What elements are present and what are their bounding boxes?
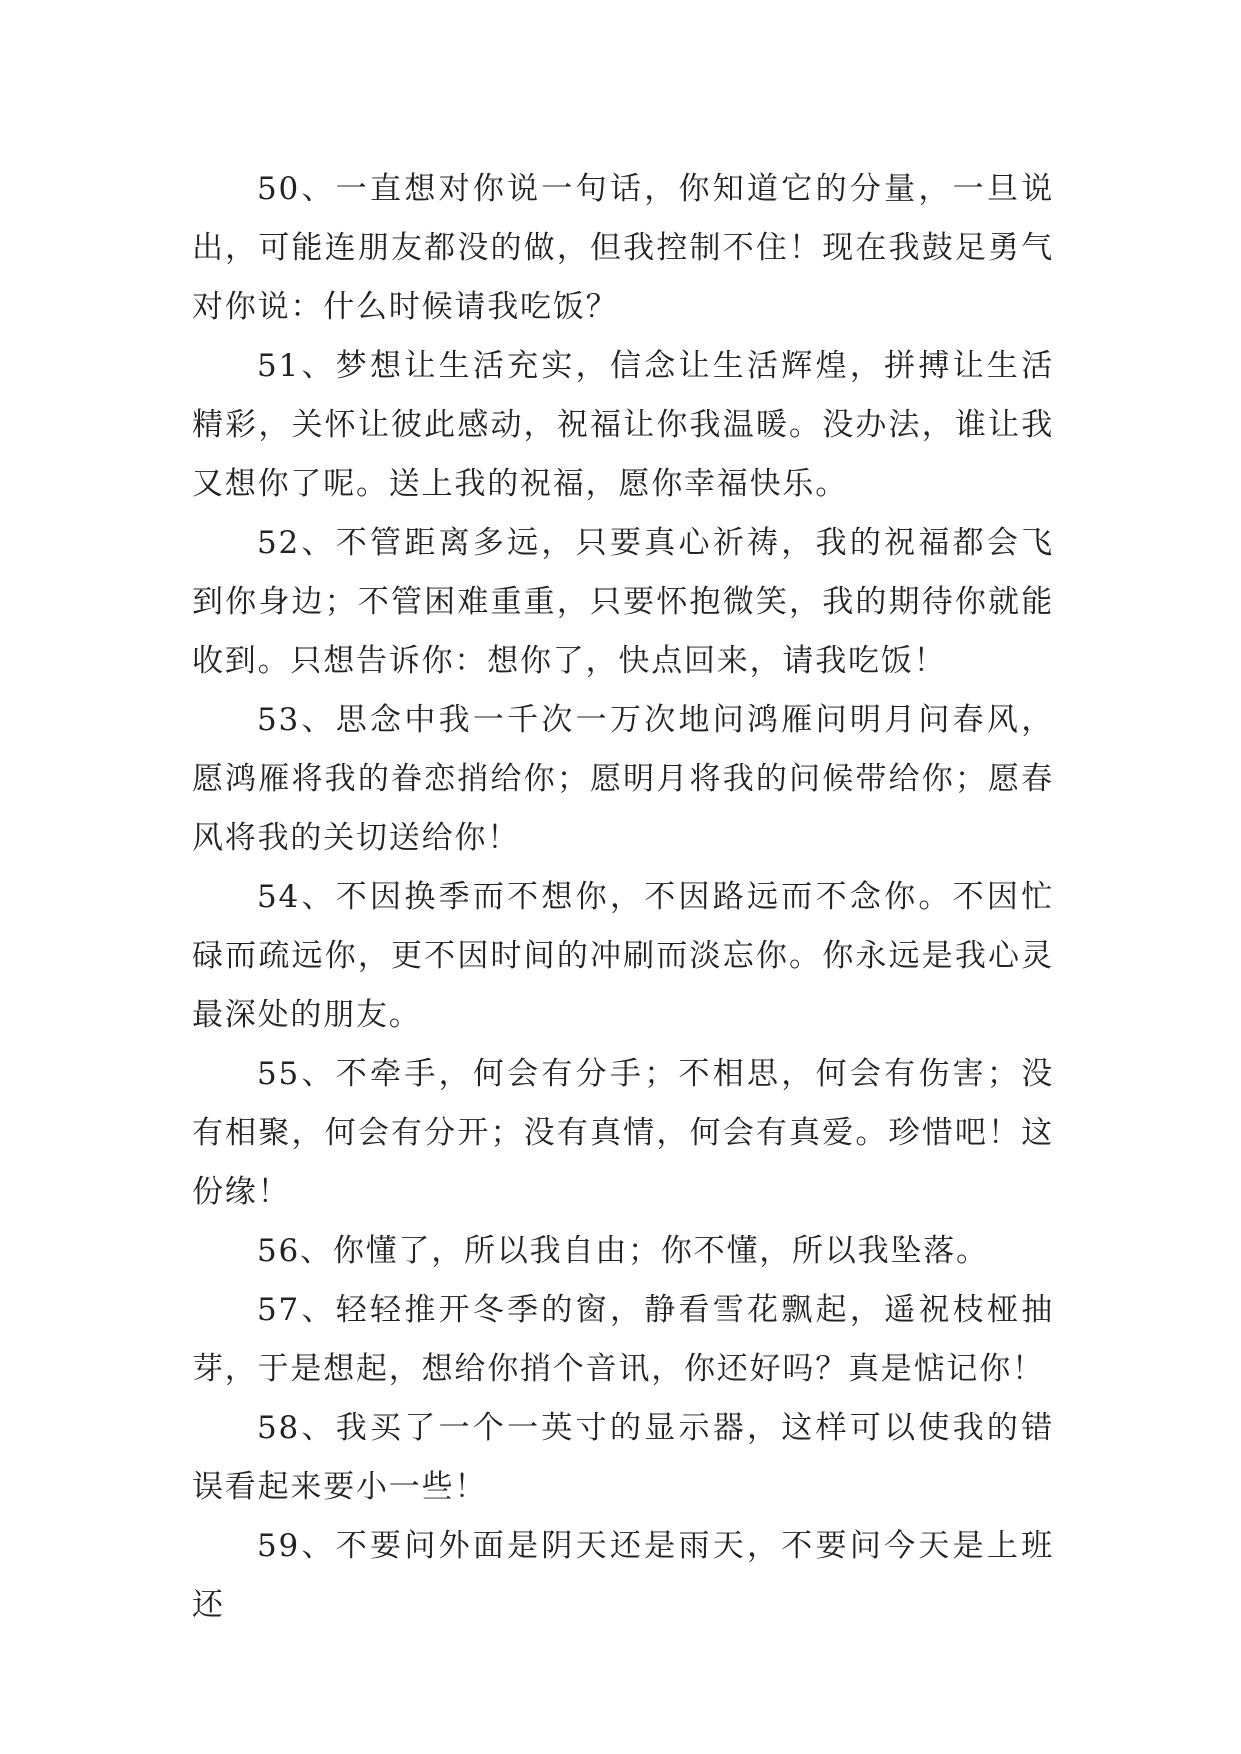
paragraph-54: 54、不因换季而不想你，不因路远而不念你。不因忙碌而疏远你，更不因时间的冲刷而淡忘你。你永远是我心灵最深处的朋友。 [192,879,1054,1033]
paragraph-58: 58、我买了一个一英寸的显示器，这样可以使我的错误看起来要小一些！ [192,1410,1054,1505]
paragraph-51: 51、梦想让生活充实，信念让生活辉煌，拼搏让生活精彩，关怀让彼此感动，祝福让你我温暖。没办法，谁让我又想你了呢。送上我的祝福，愿你幸福快乐。 [192,348,1054,502]
paragraph-55: 55、不牵手，何会有分手；不相思，何会有伤害；没有相聚，何会有分开；没有真情，何会有真爱。珍惜吧！这份缘！ [192,1056,1054,1210]
paragraph-52: 52、不管距离多远，只要真心祈祷，我的祝福都会飞到你身边；不管困难重重，只要怀抱微笑，我的期待你就能收到。只想告诉你：想你了，快点回来，请我吃饭！ [192,525,1054,679]
paragraph-50: 50、一直想对你说一句话，你知道它的分量，一旦说出，可能连朋友都没的做，但我控制不住！现在我鼓足勇气对你说：什么时候请我吃饭？ [192,171,1054,325]
paragraph-59: 59、不要问外面是阴天还是雨天，不要问今天是上班还 [192,1528,1054,1623]
document-body [192,160,1054,1635]
paragraph-57: 57、轻轻推开冬季的窗，静看雪花飘起，遥祝枝桠抽芽，于是想起，想给你捎个音讯，你还好吗？真是惦记你！ [192,1292,1054,1387]
paragraph-56: 56、你懂了，所以我自由；你不懂，所以我坠落。 [257,1233,989,1269]
paragraph-53: 53、思念中我一千次一万次地问鸿雁问明月问春风，愿鸿雁将我的眷恋捎给你；愿明月将我的问候带给你；愿春风将我的关切送给你！ [192,702,1054,856]
